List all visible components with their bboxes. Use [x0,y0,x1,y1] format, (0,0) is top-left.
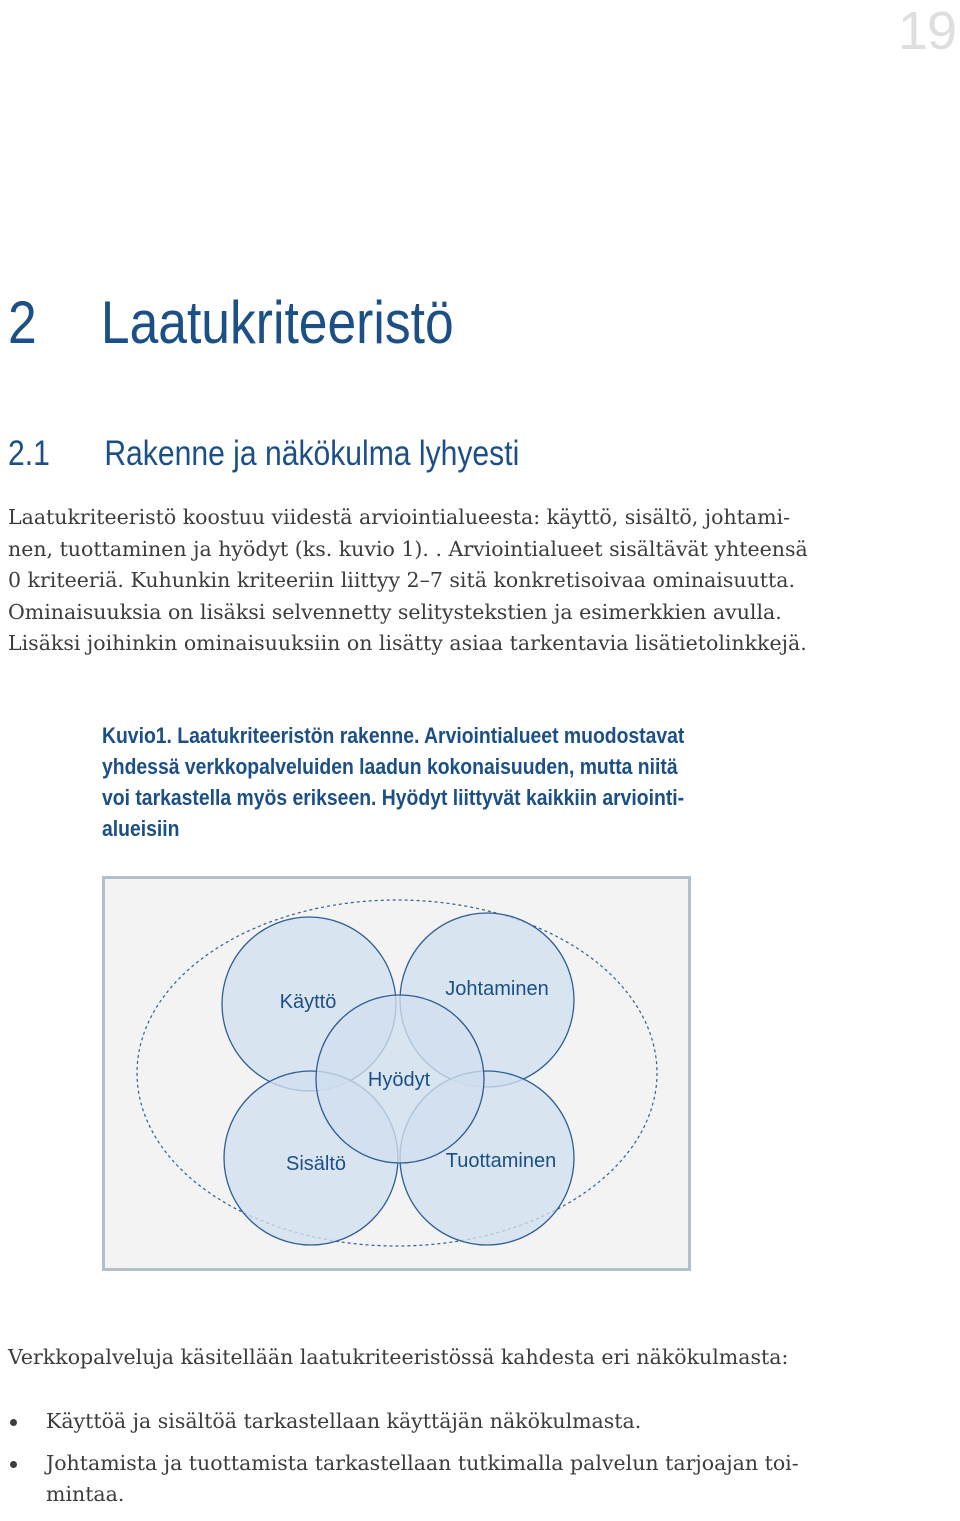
chapter-title: Laatukriteeristö [100,289,454,356]
body-text: Verkkopalveluja käsitellään laatukriteeristössä kahdesta eri näkökulmasta: [8,1345,789,1369]
label-sisalto: Sisältö [285,1153,347,1175]
caption-line: Kuvio1. Laatukriteeristön rakenne. Arviointialueet muodostavat [102,723,685,748]
list-item [8,1448,848,1511]
chapter-number: 2 [8,289,37,356]
list-item-text: Käyttöä ja sisältöä tarkastellaan käyttäjän näkökulmasta. [46,1409,642,1433]
paragraph-line: Ominaisuuksia on lisäksi selvennetty selitystekstien ja esimerkkien avulla. [8,599,782,624]
list-item-text: mintaa. [46,1482,125,1506]
venn-diagram [105,879,688,1268]
chapter-heading [8,288,454,357]
label-tuottaminen: Tuottaminen [445,1150,557,1172]
paragraph-line: nen, tuottaminen ja hyödyt (ks. kuvio 1). . Arviointialueet sisältävät yhteensä [8,536,808,561]
section-title: Rakenne ja näkökulma lyhyesti [104,434,520,473]
caption-line: alueisiin [102,816,180,841]
list-item [8,1406,848,1438]
paragraph-line: Laatukriteeristö koostuu viidestä arviointialueesta: käyttö, sisältö, johtami- [8,505,791,529]
page-number: 19 [897,1,956,61]
figure-caption [102,720,742,844]
bullet-icon [10,1461,17,1468]
intro-paragraph [8,502,838,660]
section-number: 2.1 [8,434,50,473]
paragraph-line: 0 kriteeriä. Kuhunkin kriteeriin liittyy 2–7 sitä konkretisoivaa ominaisuutta. [8,568,795,592]
label-hyodyt: Hyödyt [367,1069,431,1091]
caption-line: yhdessä verkkopalveluiden laadun kokonaisuuden, mutta niitä [102,754,678,779]
label-johtaminen: Johtaminen [445,978,549,1000]
figure-frame [102,876,691,1271]
paragraph-line: Lisäksi joihinkin ominaisuuksiin on lisätty asiaa tarkentavia lisätietolinkkejä. [8,631,807,655]
section-heading [8,434,519,474]
caption-line: voi tarkastella myös erikseen. Hyödyt liittyvät kaikkiin arviointi- [102,785,685,810]
list-item-text: Johtamista ja tuottamista tarkastellaan tutkimalla palvelun tarjoajan toi- [46,1450,799,1475]
bullet-icon [10,1419,17,1426]
bullet-list [8,1406,848,1521]
label-kaytto: Käyttö [279,991,337,1013]
